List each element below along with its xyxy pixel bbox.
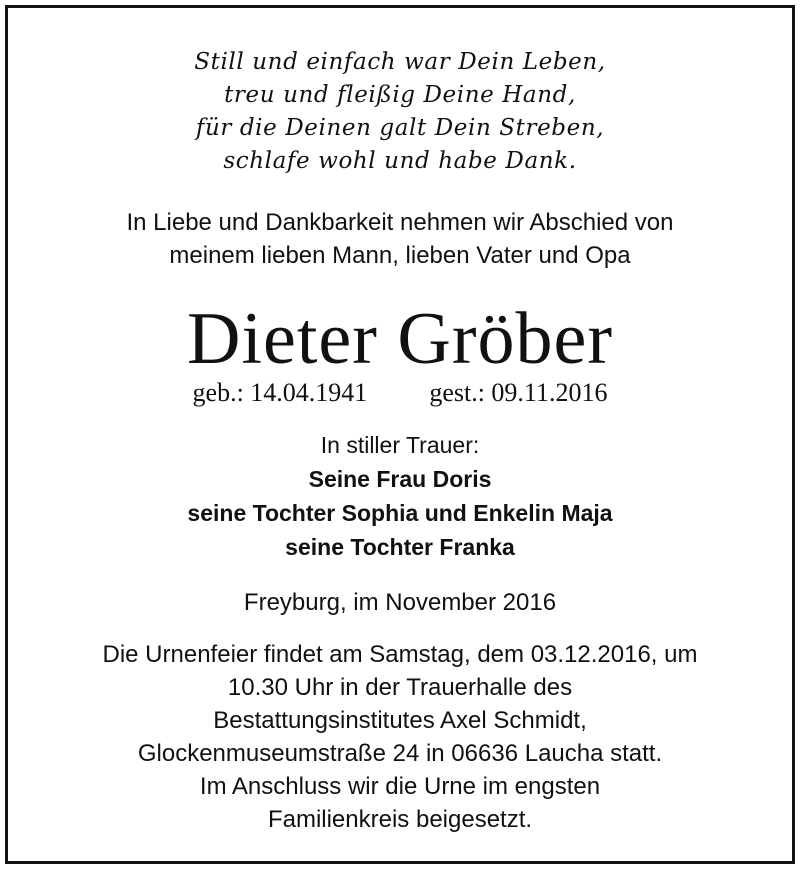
ceremony-line: Familienkreis beigesetzt. bbox=[267, 806, 533, 833]
life-dates bbox=[8, 376, 792, 410]
ceremony-line: Glockenmuseumstraße 24 in 06636 Laucha statt. bbox=[137, 740, 663, 767]
obituary-notice bbox=[5, 5, 795, 864]
mourner-name: Seine Frau Doris bbox=[308, 466, 492, 492]
mourners-heading: In stiller Trauer: bbox=[320, 432, 480, 458]
poem bbox=[8, 46, 792, 178]
ceremony-info bbox=[8, 638, 792, 836]
poem-line: Still und einfach war Dein Leben, bbox=[194, 49, 606, 75]
birth-date: geb.: 14.04.1941 bbox=[192, 378, 368, 407]
intro-text bbox=[8, 206, 792, 272]
deceased-name: Dieter Gröber bbox=[187, 298, 613, 380]
poem-line: treu und fleißig Deine Hand, bbox=[224, 82, 576, 108]
mourner-name: seine Tochter Sophia und Enkelin Maja bbox=[187, 500, 613, 526]
death-date: gest.: 09.11.2016 bbox=[429, 378, 608, 407]
mourners bbox=[8, 428, 792, 564]
intro-line: meinem lieben Mann, lieben Vater und Opa bbox=[169, 242, 631, 269]
ceremony-line: Die Urnenfeier findet am Samstag, dem 03.12.2016, um bbox=[102, 641, 698, 668]
ceremony-line: Bestattungsinstitutes Axel Schmidt, bbox=[213, 707, 587, 734]
poem-line: für die Deinen galt Dein Streben, bbox=[195, 115, 605, 141]
ceremony-line: Im Anschluss wir die Urne im engsten bbox=[199, 773, 601, 800]
mourner-name: seine Tochter Franka bbox=[285, 534, 515, 560]
poem-line: schlafe wohl und habe Dank. bbox=[223, 148, 577, 174]
intro-line: In Liebe und Dankbarkeit nehmen wir Abschied von bbox=[126, 209, 674, 236]
place-date: Freyburg, im November 2016 bbox=[243, 589, 557, 616]
ceremony-line: 10.30 Uhr in der Trauerhalle des bbox=[227, 674, 573, 701]
